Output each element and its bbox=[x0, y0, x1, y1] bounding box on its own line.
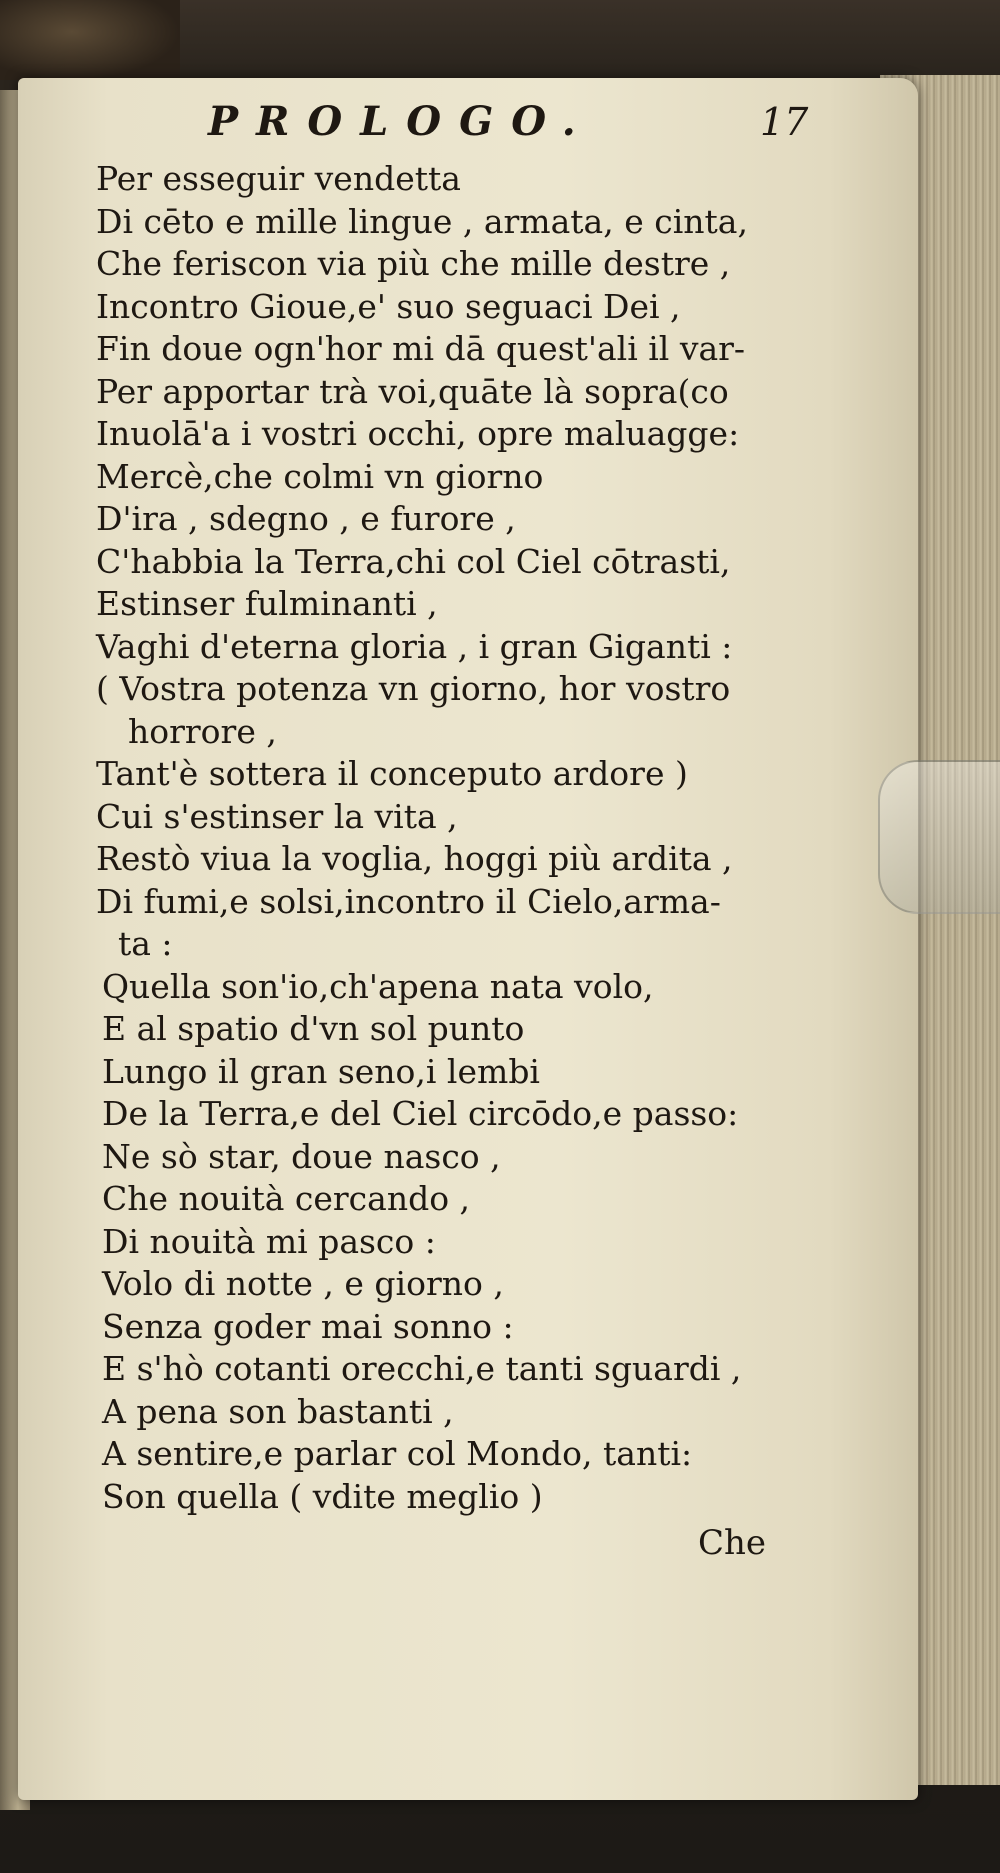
verse-line: E al spatio d'vn sol punto bbox=[102, 1009, 525, 1048]
book-page bbox=[18, 78, 918, 1800]
verse-line: Lungo il gran seno,i lembi bbox=[102, 1051, 540, 1091]
verse-line: Incontro Gioue,e' suo seguaci Dei , bbox=[96, 286, 681, 326]
verse-line: Di fumi,e solsi,incontro il Cielo,arma- bbox=[96, 881, 721, 921]
verse-line: horrore , bbox=[128, 711, 277, 751]
verse-line: Mercè,che colmi vn giorno bbox=[96, 456, 544, 496]
verse-line: Son quella ( vdite meglio ) bbox=[102, 1476, 543, 1516]
verse-line: Vaghi d'eterna gloria , i gran Giganti : bbox=[96, 626, 733, 666]
verse-line: Volo di notte , e giorno , bbox=[102, 1264, 504, 1303]
verse-line: De la Terra,e del Ciel circōdo,e passo: bbox=[102, 1094, 739, 1133]
verse-line: E s'hò cotanti orecchi,e tanti sguardi , bbox=[102, 1349, 742, 1388]
verse-line: Restò viua la voglia, hoggi più ardita , bbox=[96, 839, 733, 878]
verse-line: Quella son'io,ch'apena nata volo, bbox=[102, 966, 654, 1006]
verse-line: Cui s'estinser la vita , bbox=[96, 796, 458, 836]
verse-line: Ne sò star, doue nasco , bbox=[102, 1136, 501, 1176]
verse-line: A pena son bastanti , bbox=[102, 1391, 454, 1431]
running-head: PROLOGO. bbox=[208, 98, 594, 145]
page-text bbox=[18, 78, 918, 1800]
verse-line: Di cēto e mille lingue , armata, e cinta, bbox=[96, 201, 748, 241]
page-clip bbox=[878, 760, 1000, 914]
verse-line: D'ira , sdegno , e furore , bbox=[96, 499, 516, 538]
verse-line: ta : bbox=[118, 924, 173, 963]
verse-line: Inuolā'a i vostri occhi, opre maluagge: bbox=[96, 414, 740, 453]
verse-line: ( Vostra potenza vn giorno, hor vostro bbox=[96, 669, 731, 708]
verse-line: Per apportar trà voi,quāte là sopra(co bbox=[96, 371, 729, 411]
verse-line: C'habbia la Terra,chi col Ciel cōtrasti, bbox=[96, 541, 731, 581]
verse-line: Per esseguir vendetta bbox=[96, 159, 461, 198]
verse-line: Fin doue ogn'hor mi dā quest'ali il var- bbox=[96, 329, 746, 368]
page-number: 17 bbox=[760, 100, 809, 144]
verse-line: Estinser fulminanti , bbox=[96, 584, 438, 623]
verse-line: Di nouità mi pasco : bbox=[102, 1221, 436, 1261]
bookmark-ribbon bbox=[0, 0, 180, 80]
verse-line: Tant'è sottera il conceputo ardore ) bbox=[96, 754, 688, 793]
verse-line: Che feriscon via più che mille destre , bbox=[96, 244, 731, 283]
catchword: Che bbox=[698, 1523, 767, 1563]
verse-line: Che nouità cercando , bbox=[102, 1179, 471, 1218]
verse-line: A sentire,e parlar col Mondo, tanti: bbox=[102, 1434, 693, 1473]
verse-line: Senza goder mai sonno : bbox=[102, 1306, 514, 1346]
